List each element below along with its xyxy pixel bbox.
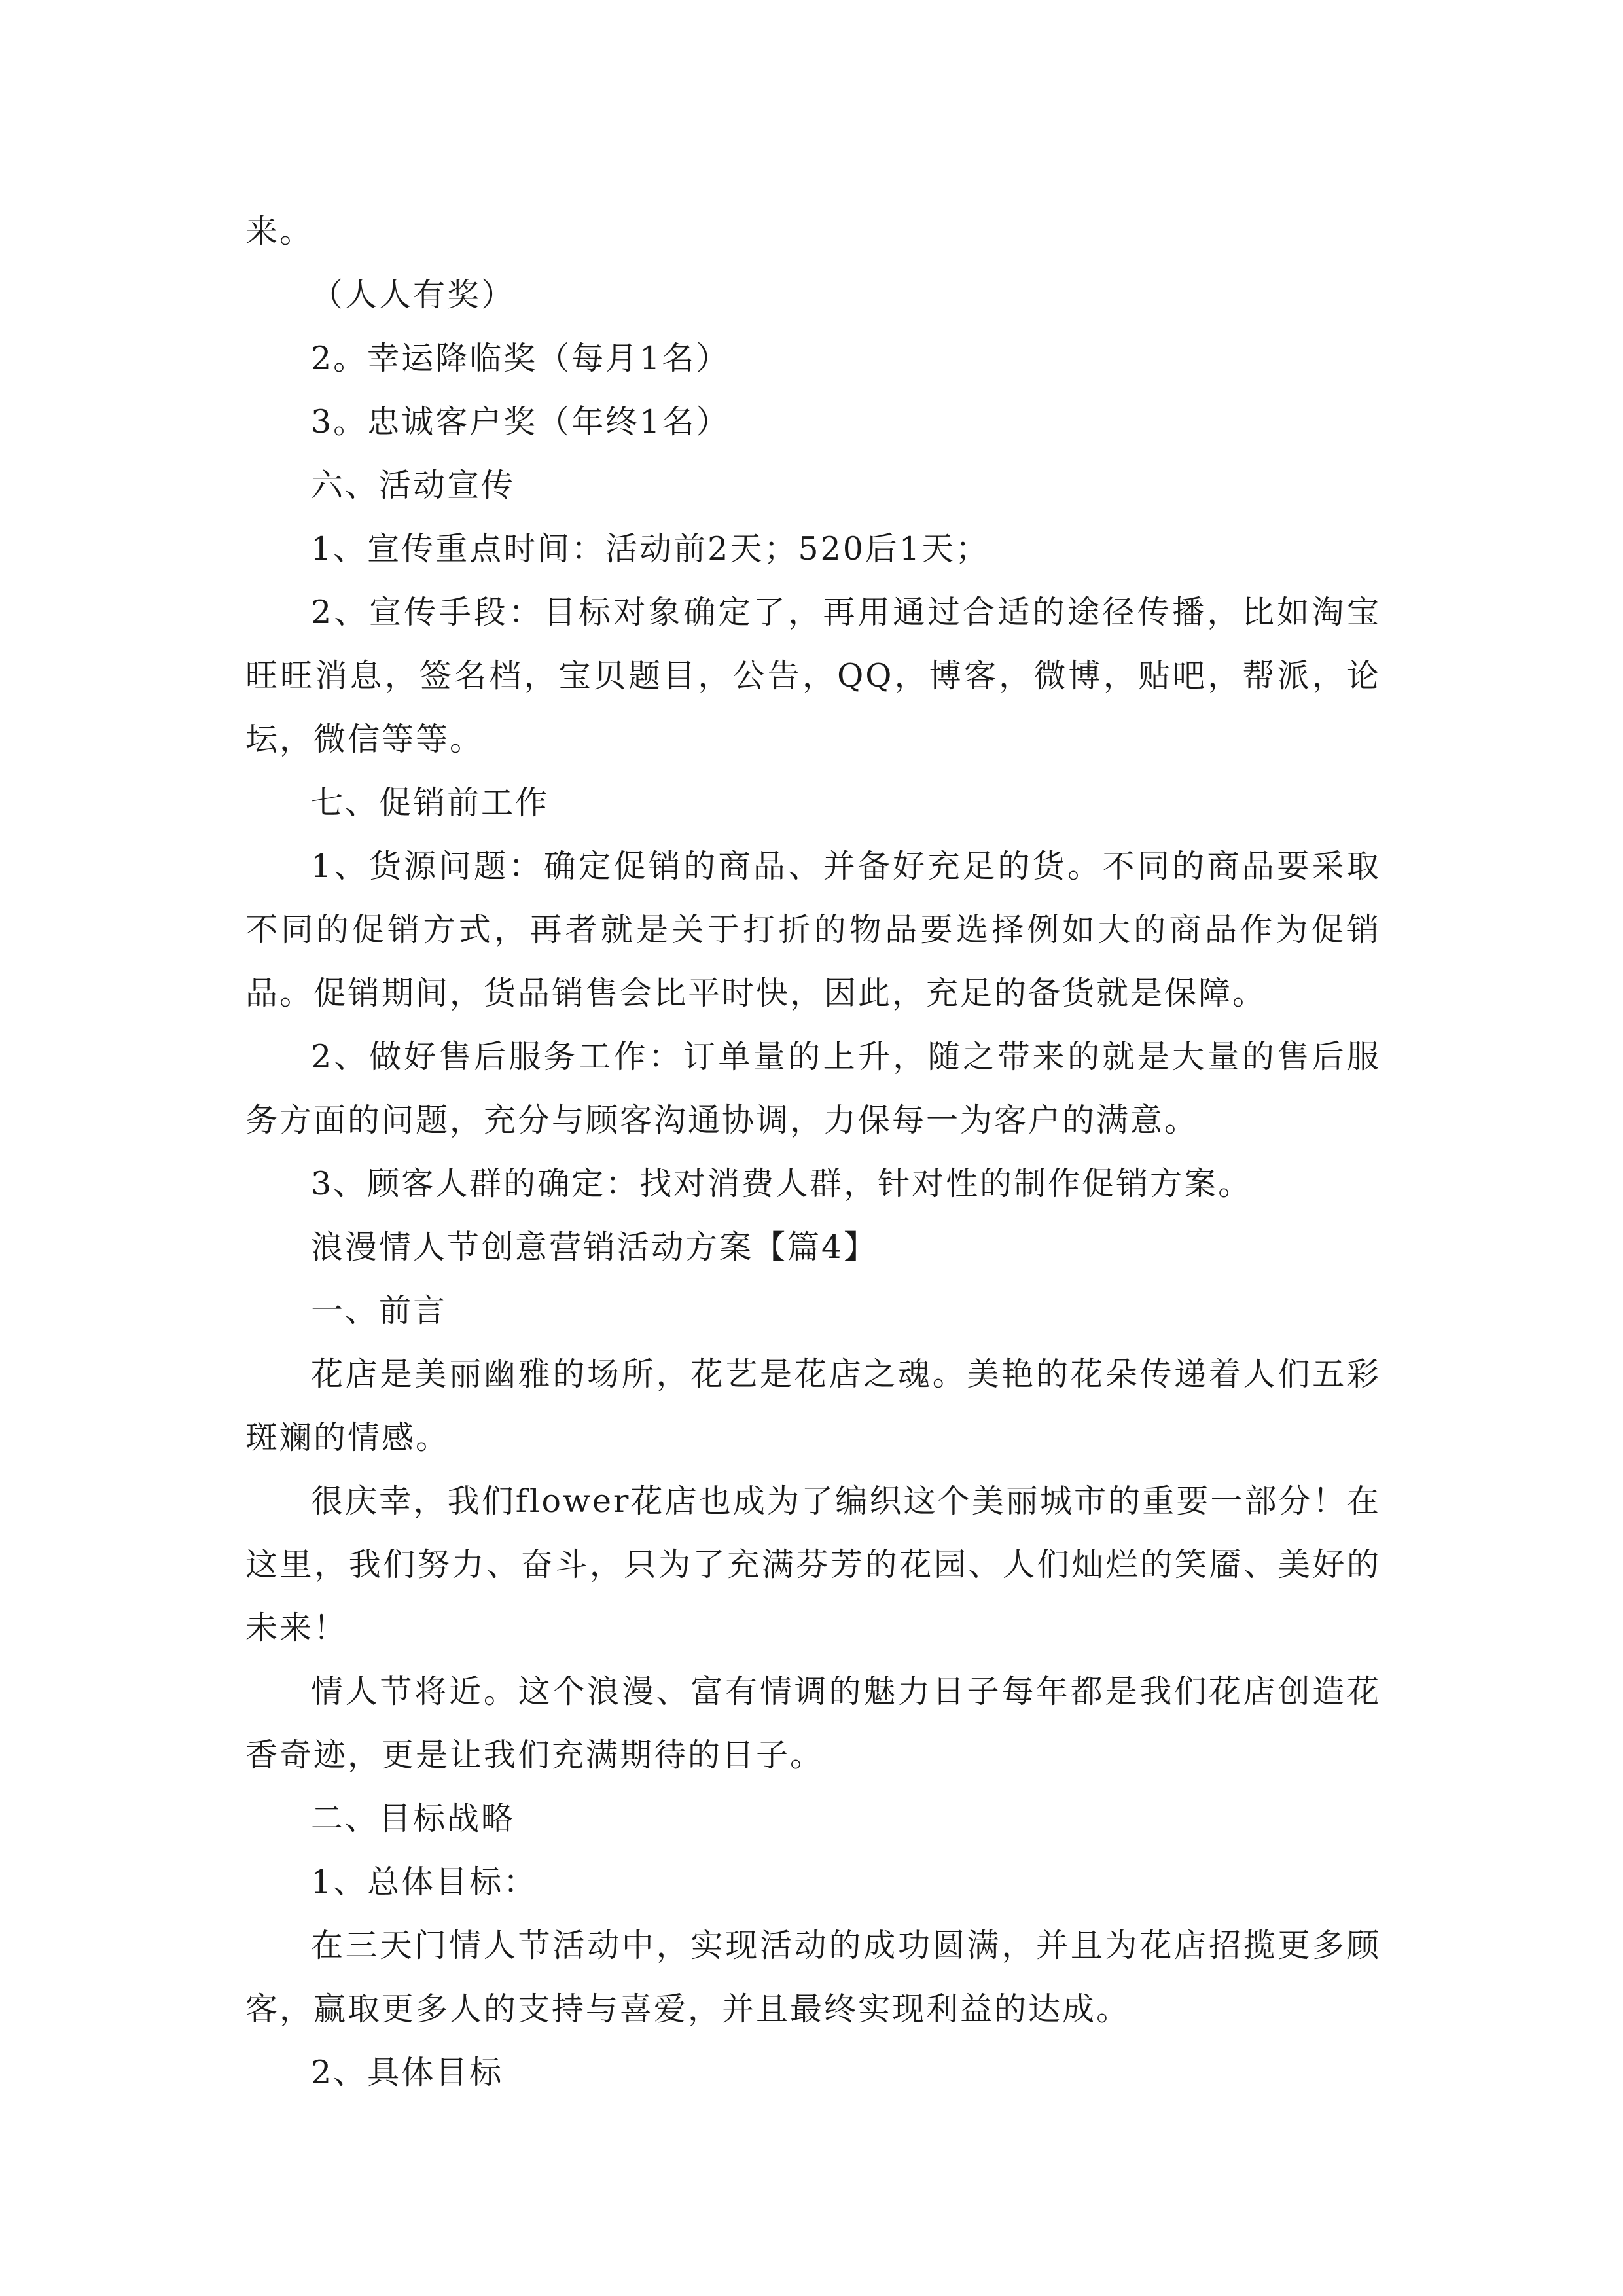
- document-body: [245, 200, 1381, 2104]
- paragraph-promotion-channels: 2、宣传手段：目标对象确定了，再用通过合适的途径传播，比如淘宝旺旺消息，签名档，宝贝题目，公告，QQ，博客，微博，贴吧，帮派，论坛，微信等等。: [245, 594, 1381, 758]
- subheading-specific-goals: 2、具体目标: [311, 2054, 504, 2091]
- paragraph-overall-goal: 在三天门情人节活动中，实现活动的成功圆满，并且为花店招揽更多顾客，赢取更多人的支持与喜爱，并且最终实现利益的达成。: [245, 1927, 1381, 2028]
- paragraph-target-customers: 3、顾客人群的确定：找对消费人群，针对性的制作促销方案。: [311, 1165, 1253, 1202]
- section-heading-goal-strategy: 二、目标战略: [311, 1800, 516, 1837]
- paragraph-award-everyone: （人人有奖）: [311, 276, 516, 314]
- subheading-overall-goal: 1、总体目标：: [311, 1863, 538, 1901]
- paragraph-loyal-customer-award: 3。忠诚客户奖（年终1名）: [311, 403, 730, 440]
- section-heading-pre-sale-work: 七、促销前工作: [311, 784, 550, 821]
- paragraph-lucky-award: 2。幸运降临奖（每月1名）: [311, 340, 730, 377]
- section-heading-promotion: 六、活动宣传: [311, 467, 516, 504]
- section-heading-preface: 一、前言: [311, 1292, 448, 1329]
- paragraph-promotion-timing: 1、宣传重点时间：活动前2天；520后1天；: [311, 530, 990, 567]
- paragraph-stock-supply: 1、货源问题：确定促销的商品、并备好充足的货。不同的商品要采取不同的促销方式，再者就是关于打折的物品要选择例如大的商品作为促销品。促销期间，货品销售会比平时快，因此，充足的备货就是保障。: [245, 848, 1381, 1012]
- paragraph-after-sales-service: 2、做好售后服务工作：订单量的上升，随之带来的就是大量的售后服务方面的问题，充分与顾客沟通协调，力保每一为客户的满意。: [245, 1038, 1381, 1139]
- paragraph-valentines-approaching: 情人节将近。这个浪漫、富有情调的魅力日子每年都是我们花店创造花香奇迹，更是让我们充满期待的日子。: [245, 1673, 1381, 1774]
- article-title-part-4: 浪漫情人节创意营销活动方案【篇4】: [311, 1229, 878, 1266]
- paragraph-flower-shop-city: 很庆幸，我们flower花店也成为了编织这个美丽城市的重要一部分！在这里，我们努力、奋斗，只为了充满芬芳的花园、人们灿烂的笑靥、美好的未来！: [245, 1482, 1381, 1647]
- paragraph-flower-shop-intro: 花店是美丽幽雅的场所，花艺是花店之魂。美艳的花朵传递着人们五彩斑斓的情感。: [245, 1355, 1381, 1456]
- paragraph-continuation: 来。: [245, 213, 314, 250]
